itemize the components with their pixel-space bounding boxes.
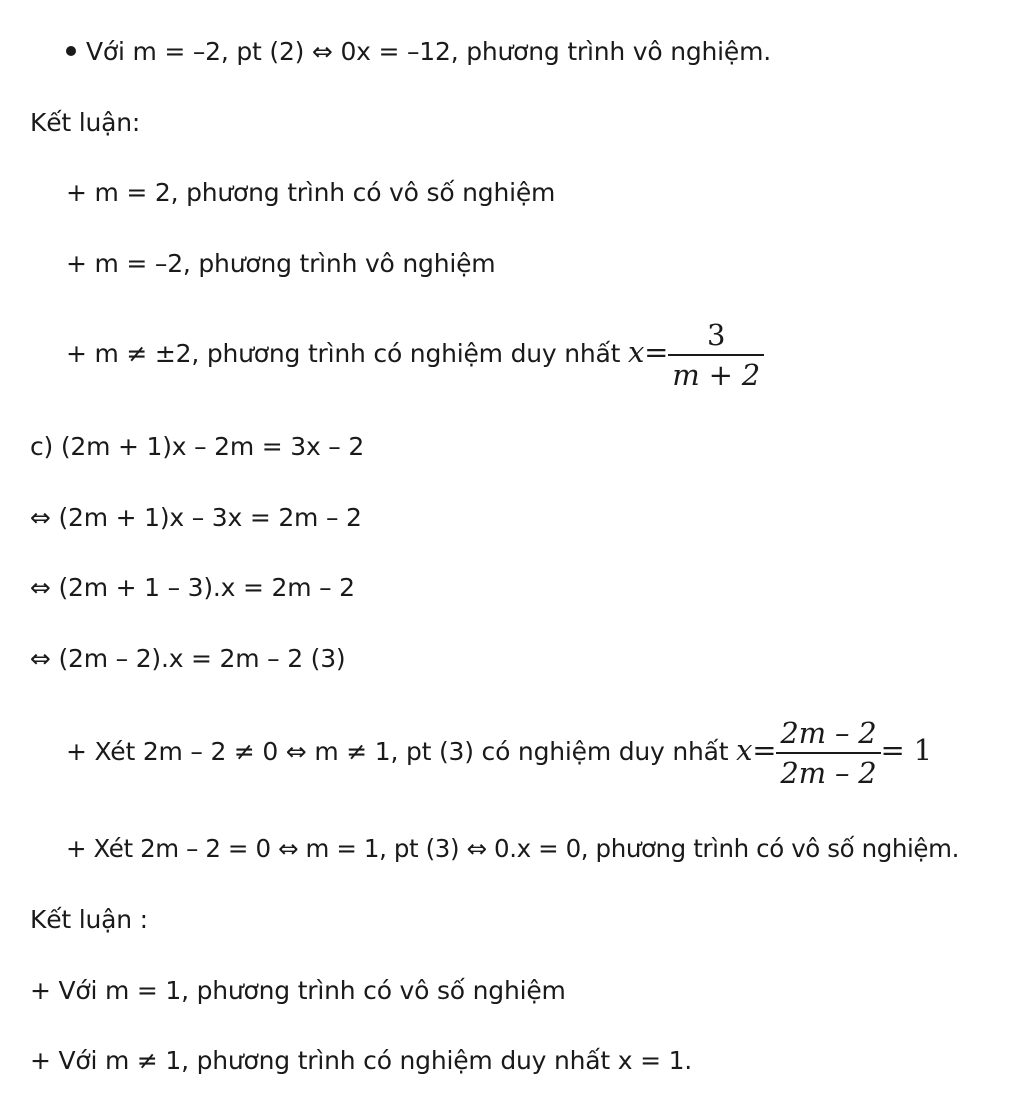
- line-text: + m = 2, phương trình có vô số nghiệm: [66, 178, 556, 207]
- line-text: Kết luận:: [30, 108, 141, 137]
- conclusion-heading-1: [30, 107, 140, 139]
- final-item-m-not-1: [30, 1045, 692, 1077]
- math-variable: x: [628, 335, 645, 369]
- fraction-denominator: 2m – 2: [776, 752, 880, 790]
- line-text: + m = –2, phương trình vô nghiệm: [66, 249, 496, 278]
- line-text: ⇔ (2m – 2).x = 2m – 2 (3): [30, 644, 346, 673]
- line-text: c) (2m + 1)x – 2m = 3x – 2: [30, 432, 365, 461]
- equivalence-step-1: [30, 502, 362, 534]
- math-equals: =: [644, 335, 669, 369]
- conclusion-item-m-not-pm2: [66, 314, 764, 392]
- equivalence-step-2: [30, 572, 355, 604]
- fraction: [776, 716, 880, 790]
- math-result: = 1: [880, 733, 932, 767]
- fraction-numerator: 2m – 2: [780, 716, 877, 750]
- conclusion-item-m-minus-2: [66, 248, 495, 280]
- line-text: + Xét 2m – 2 ≠ 0 ⇔ m ≠ 1, pt (3) có nghiệm duy nhất: [66, 737, 729, 766]
- line-text: + Với m = 1, phương trình có vô số nghiệm: [30, 976, 566, 1005]
- conclusion-heading-2: [30, 904, 148, 936]
- final-item-m-1: [30, 975, 566, 1007]
- bullet-line-case-minus-2: [66, 36, 771, 68]
- fraction-denominator: m + 2: [668, 354, 764, 392]
- math-equals: =: [752, 733, 777, 767]
- line-text: Kết luận :: [30, 905, 148, 934]
- line-text: + Với m ≠ 1, phương trình có nghiệm duy nhất x = 1.: [30, 1046, 693, 1075]
- line-text: ⇔ (2m + 1)x – 3x = 2m – 2: [30, 503, 362, 532]
- case-m-not-1: [66, 712, 932, 790]
- fraction: [668, 318, 764, 392]
- part-c-equation: [30, 431, 364, 463]
- case-m-equals-1: [66, 833, 959, 865]
- math-variable: x: [736, 733, 753, 767]
- line-text: + Xét 2m – 2 = 0 ⇔ m = 1, pt (3) ⇔ 0.x = 0, phương trình có vô số nghiệm.: [66, 834, 959, 863]
- line-text: ⇔ (2m + 1 – 3).x = 2m – 2: [30, 573, 355, 602]
- bullet-icon: [66, 46, 76, 56]
- fraction-numerator: 3: [706, 318, 726, 352]
- conclusion-item-m-2: [66, 177, 555, 209]
- equivalence-step-3: [30, 643, 345, 675]
- line-text: + m ≠ ±2, phương trình có nghiệm duy nhất: [66, 339, 621, 368]
- line-text: Với m = –2, pt (2) ⇔ 0x = –12, phương trình vô nghiệm.: [86, 37, 772, 66]
